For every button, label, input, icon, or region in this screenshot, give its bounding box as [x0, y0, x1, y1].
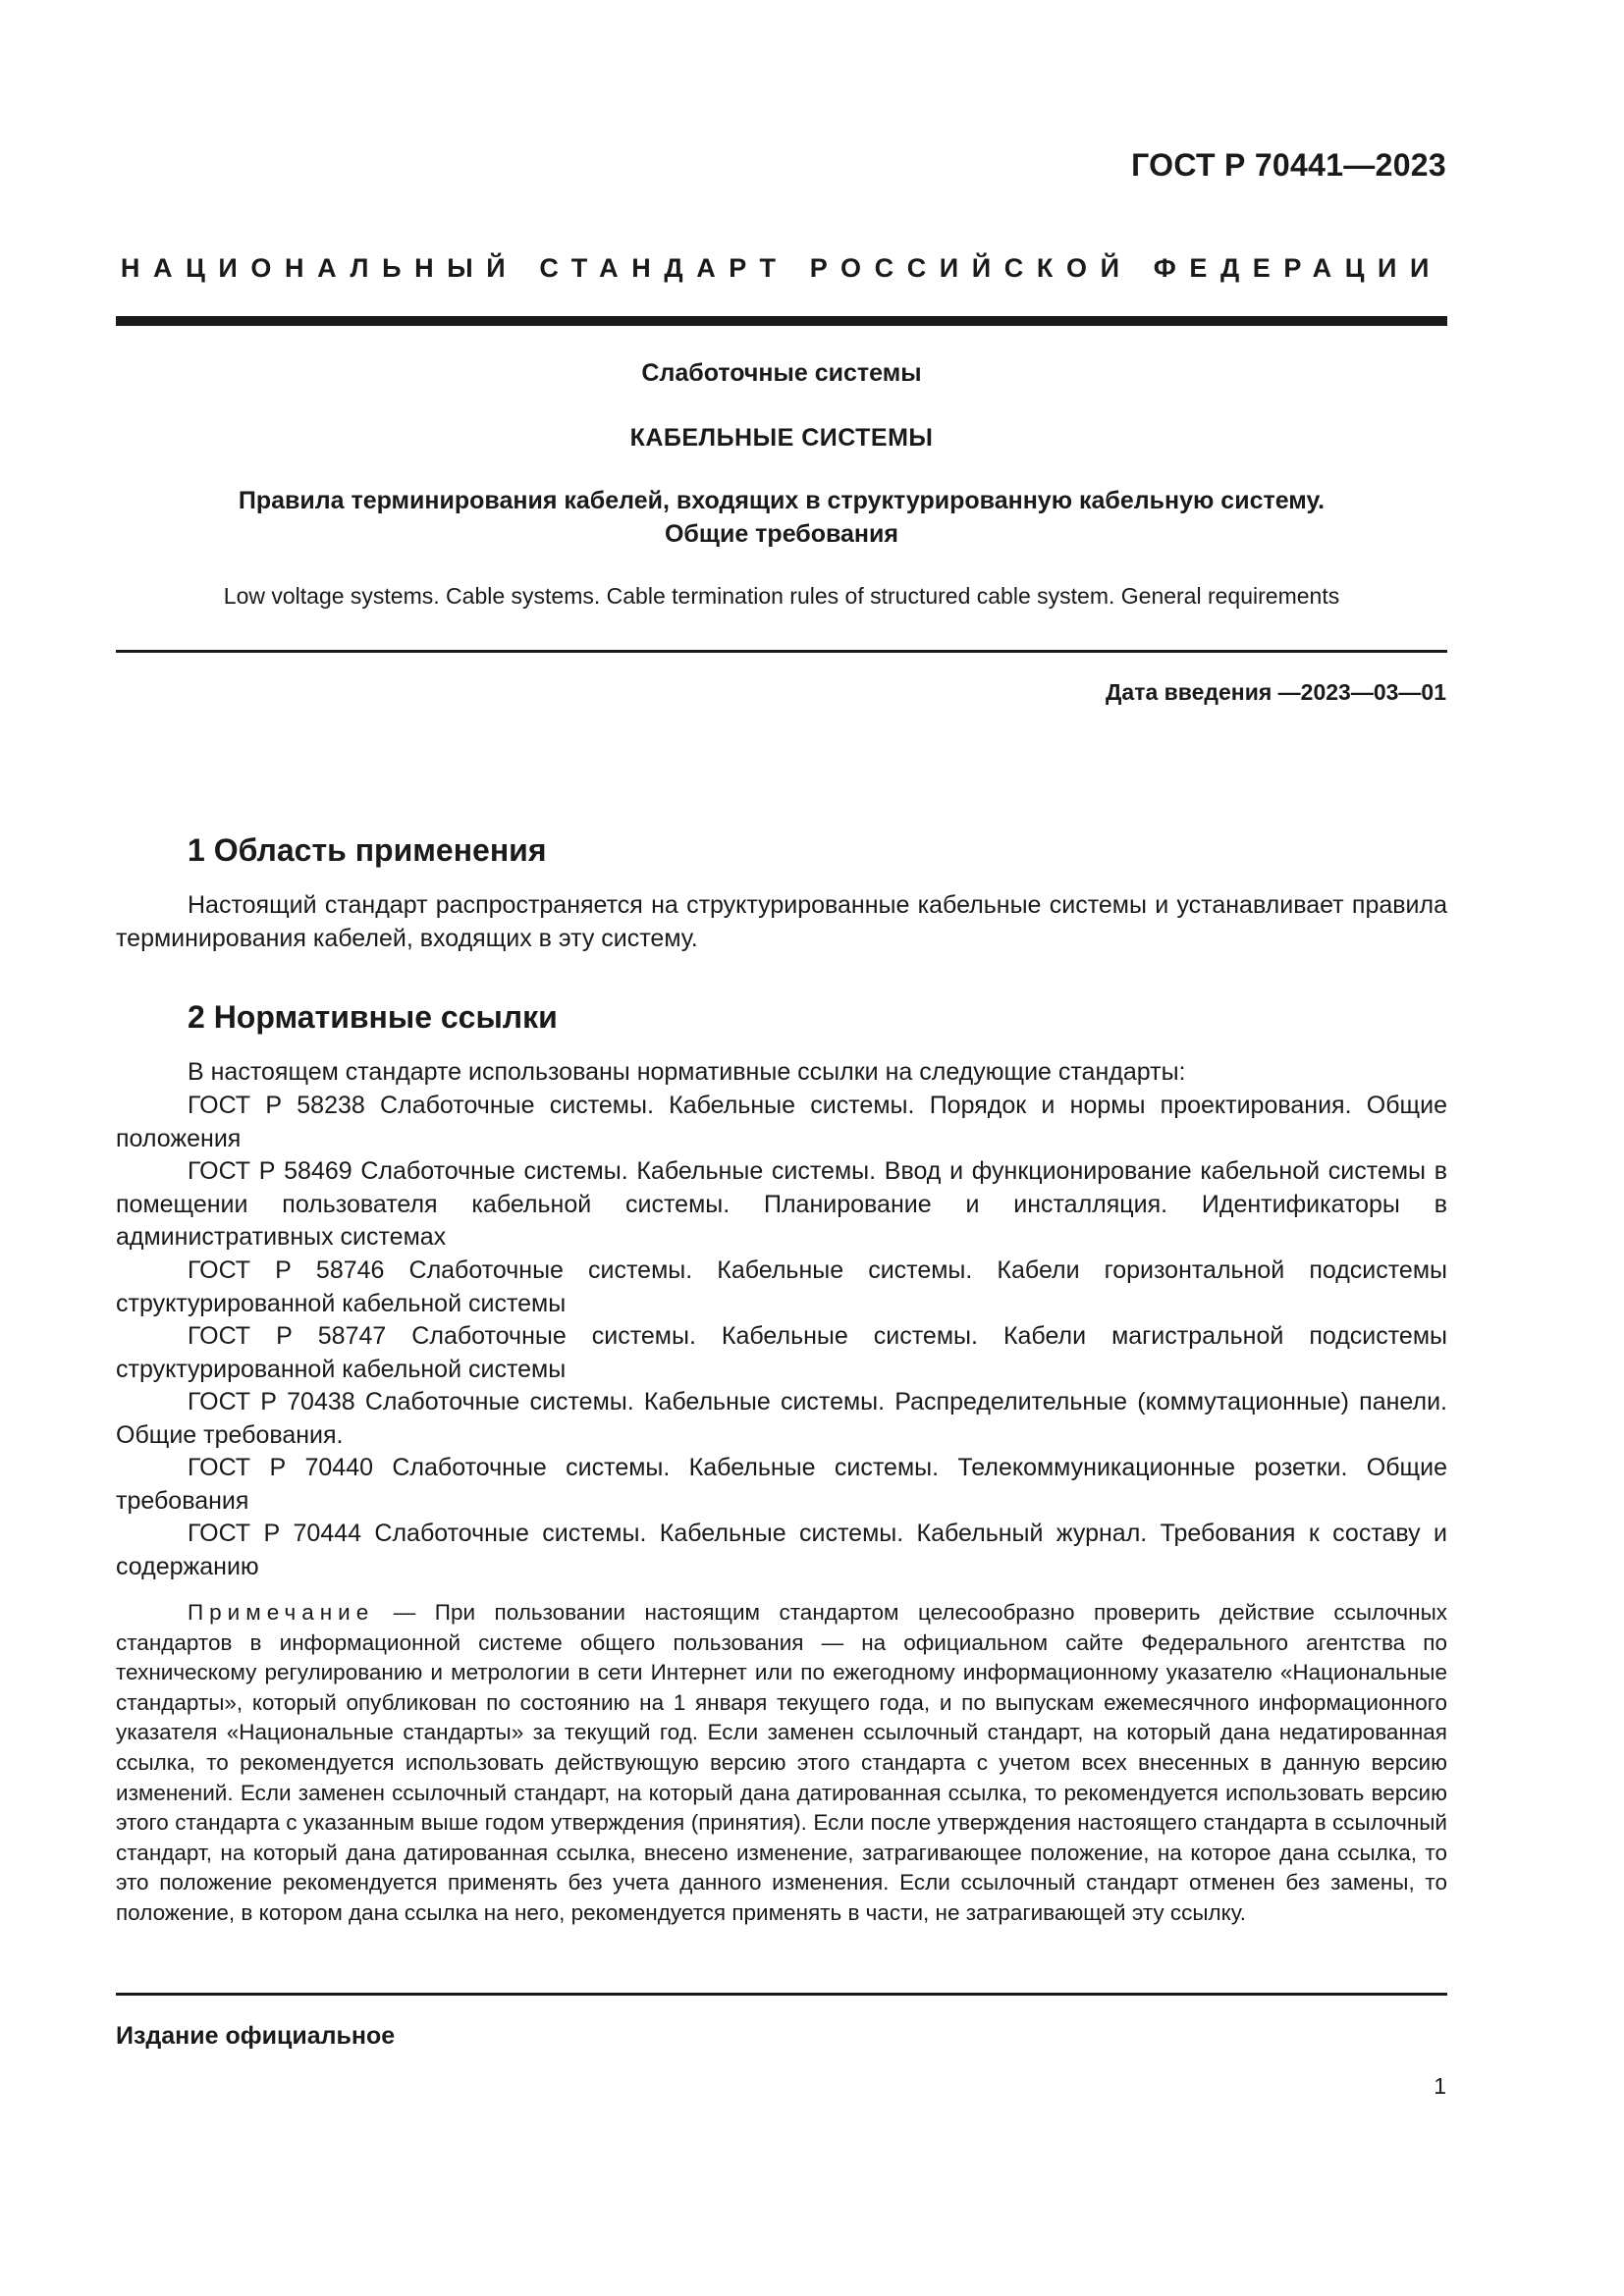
reference-item: ГОСТ Р 70440 Слаботочные системы. Кабельные системы. Телекоммуникационные розетки. Общие требования — [116, 1454, 1447, 1515]
title-cable-systems: КАБЕЛЬНЫЕ СИСТЕМЫ — [629, 424, 934, 452]
section-1-text: Настоящий стандарт распространяется на структурированные кабельные системы и устанавливает правила терминирования кабелей, входящих в эту систему. — [116, 891, 1447, 952]
section-2-heading: 2 Нормативные ссылки — [188, 999, 558, 1035]
note-label: Примечание — [188, 1600, 375, 1625]
title-rules-line1: Правила терминирования кабелей, входящих в структурированную кабельную систему. — [238, 487, 1326, 514]
header-divider — [116, 316, 1447, 326]
reference-item: ГОСТ Р 58747 Слаботочные системы. Кабельные системы. Кабели магистральной подсистемы структурированной кабельной системы — [116, 1322, 1447, 1383]
official-edition-label: Издание официальное — [116, 2022, 396, 2050]
section-1-heading: 1 Область применения — [188, 832, 547, 868]
reference-item: ГОСТ Р 58238 Слаботочные системы. Кабельные системы. Порядок и нормы проектирования. Общие положения — [116, 1092, 1447, 1152]
title-divider — [116, 650, 1447, 653]
reference-item: ГОСТ Р 70444 Слаботочные системы. Кабельные системы. Кабельный журнал. Требования к составу и содержанию — [116, 1520, 1447, 1580]
introduction-date: Дата введения —2023—03—01 — [1106, 679, 1446, 705]
note-text: — При пользовании настоящим стандартом целесообразно проверить действие ссылочных стандартов в информационной системе общего пользования — на официальном сайте Федерального агентства по техническому регулированию и метрологии в сети Интернет или по ежегодному информационному указателю «Национальные стандарты», который опубликован по состоянию на 1 января текущего года, и по выпускам ежемесячного информационного указателя «Национальные стандарты» за текущий год. Если заменен ссылочный стандарт, на который дана недатированная ссылка, то рекомендуется использовать действующую версию этого стандарта с учетом всех внесенных в данную версию изменений. Если заменен ссылочный стандарт, на который дана датированная ссылка, то рекомендуется использовать версию этого стандарта с указанным выше годом утверждения (принятия). Если после утверждения настоящего стандарта в ссылочный стандарт, на который дана датированная ссылка, внесено изменение, затрагивающее положение, на которое дана ссылка, то это положение рекомендуется применять без учета данного изменения. Если ссылочный стандарт отменен без замены, то положение, в котором дана ссылка на него, рекомендуется применять в части, не затрагивающей эту ссылку. — [116, 1600, 1447, 1925]
footer-divider — [116, 1993, 1447, 1996]
reference-item: ГОСТ Р 70438 Слаботочные системы. Кабельные системы. Распределительные (коммутационные) панели. Общие требования. — [116, 1388, 1447, 1449]
reference-item: ГОСТ Р 58469 Слаботочные системы. Кабельные системы. Ввод и функционирование кабельной системы в помещении пользователя кабельной системы. Планирование и инсталляция. Идентификаторы в административных системах — [116, 1157, 1447, 1251]
national-standard-banner: НАЦИОНАЛЬНЫЙ СТАНДАРТ РОССИЙСКОЙ ФЕДЕРАЦИИ — [120, 253, 1443, 283]
title-english: Low voltage systems. Cable systems. Cable termination rules of structured cable system. General requirements — [223, 583, 1340, 609]
reference-item: ГОСТ Р 58746 Слаботочные системы. Кабельные системы. Кабели горизонтальной подсистемы структурированной кабельной системы — [116, 1256, 1447, 1317]
section-2-intro: В настоящем стандарте использованы нормативные ссылки на следующие стандарты: — [188, 1058, 1186, 1086]
title-rules-line2: Общие требования — [664, 520, 898, 548]
page-number: 1 — [1434, 2073, 1446, 2099]
title-system: Слаботочные системы — [641, 359, 922, 387]
note-paragraph — [116, 1598, 1447, 1929]
document-code: ГОСТ Р 70441—2023 — [1131, 147, 1446, 183]
